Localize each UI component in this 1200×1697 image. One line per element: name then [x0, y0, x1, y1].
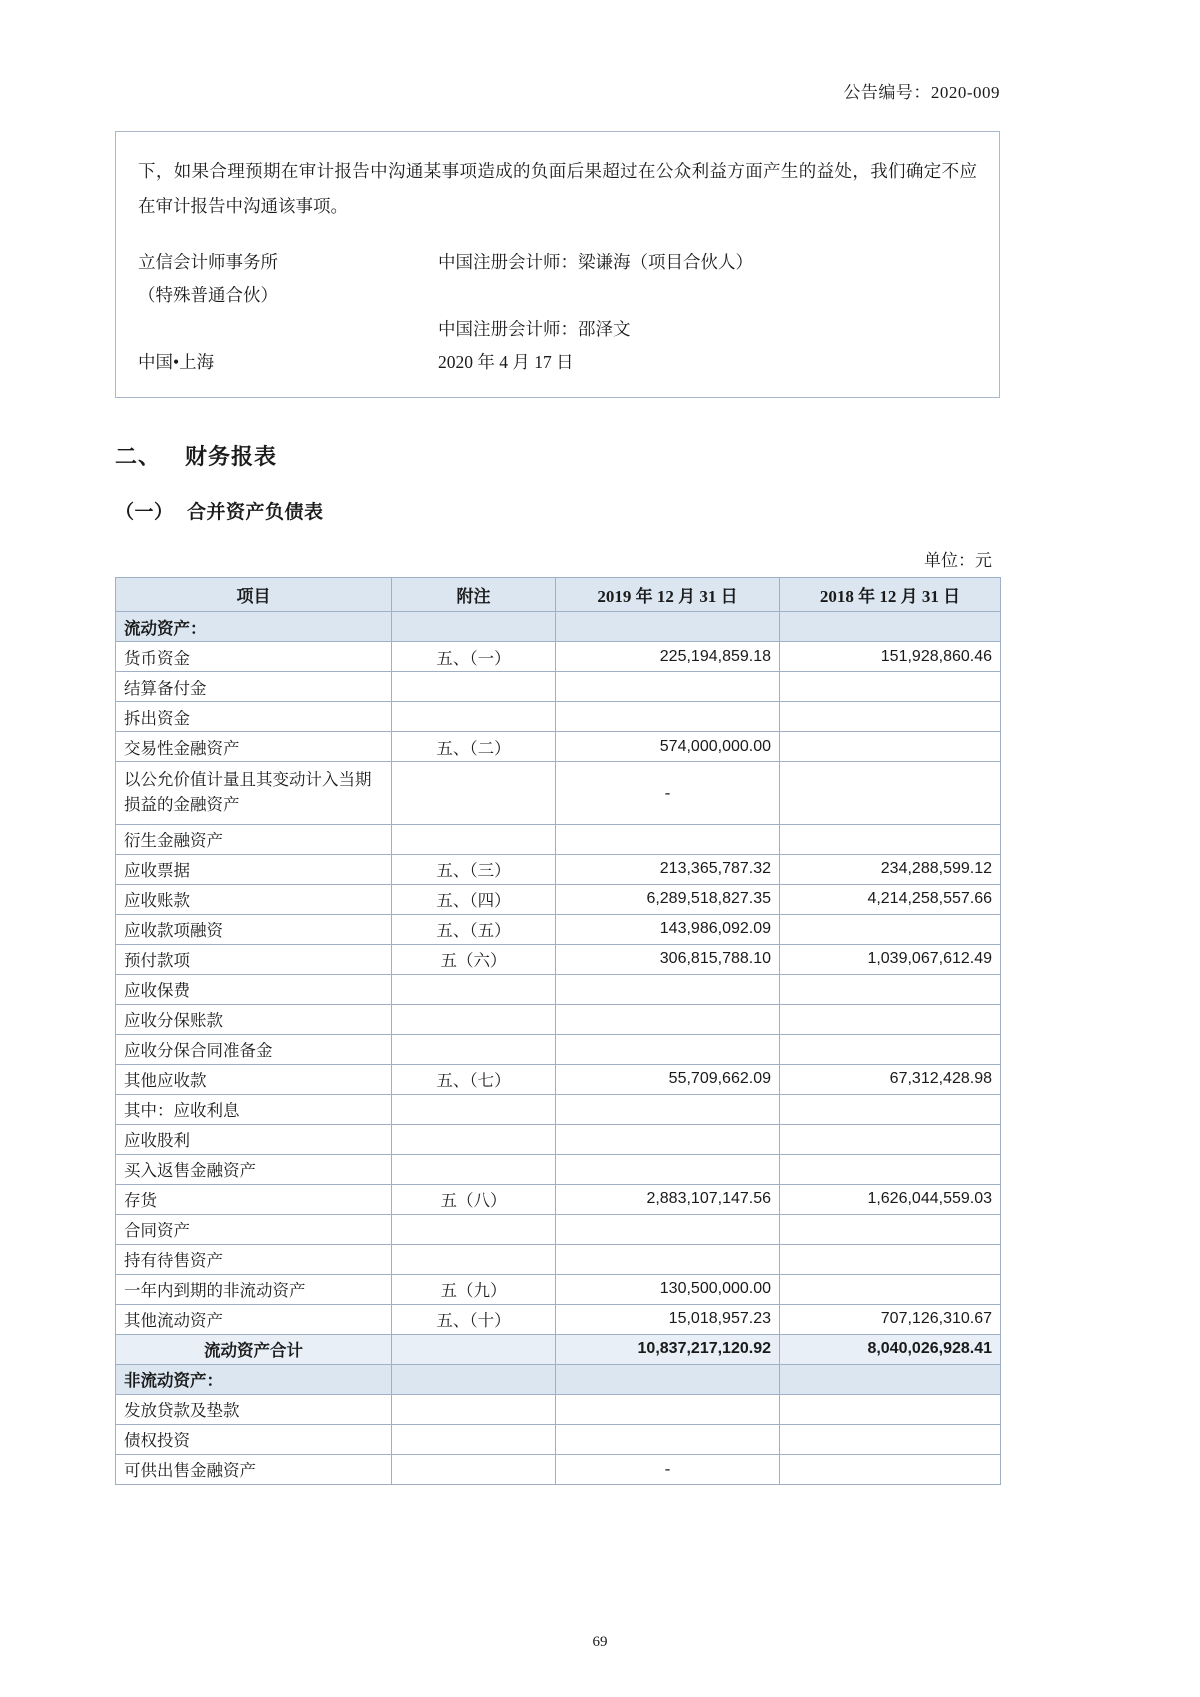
signature-row-3 — [138, 313, 977, 346]
table-row — [116, 854, 1001, 884]
row-value-2019: 55,709,662.09 — [556, 1064, 780, 1094]
table-row — [116, 1364, 1001, 1394]
table-header-row — [116, 578, 1001, 612]
subsection-heading — [115, 497, 1000, 524]
cpa-signature-2: 中国注册会计师：邵泽文 — [438, 318, 631, 339]
row-value-2019 — [556, 1004, 780, 1034]
row-item-label: 买入返售金融资产 — [116, 1154, 392, 1184]
table-row — [116, 732, 1001, 762]
row-value-2018: 67,312,428.98 — [780, 1064, 1001, 1094]
row-item-label: 其他流动资产 — [116, 1304, 392, 1334]
row-item-label: 合同资产 — [116, 1214, 392, 1244]
row-value-2019: 15,018,957.23 — [556, 1304, 780, 1334]
row-value-2018 — [780, 1394, 1001, 1424]
row-value-2018 — [780, 1004, 1001, 1034]
row-note — [392, 612, 556, 642]
row-value-2018 — [780, 1364, 1001, 1394]
row-note: 五（八） — [392, 1184, 556, 1214]
row-note — [392, 1394, 556, 1424]
table-row — [116, 1184, 1001, 1214]
page-number: 69 — [592, 1634, 608, 1650]
row-value-2018: 8,040,026,928.41 — [780, 1334, 1001, 1364]
row-item-label: 流动资产： — [116, 612, 392, 642]
section-number: 二、 — [115, 444, 162, 469]
section-title-text: 财务报表 — [185, 444, 278, 469]
row-value-2019 — [556, 1364, 780, 1394]
row-value-2018 — [780, 1424, 1001, 1454]
row-value-2018 — [780, 1154, 1001, 1184]
row-item-label: 可供出售金融资产 — [116, 1454, 392, 1484]
row-note — [392, 762, 556, 825]
row-value-2019 — [556, 1424, 780, 1454]
row-value-2019 — [556, 824, 780, 854]
row-value-2018: 1,626,044,559.03 — [780, 1184, 1001, 1214]
announcement-number: 公告编号：2020-009 — [843, 83, 1000, 102]
row-item-label: 应收分保账款 — [116, 1004, 392, 1034]
row-note — [392, 824, 556, 854]
signature-block — [138, 246, 977, 379]
row-value-2019 — [556, 1124, 780, 1154]
table-row — [116, 1094, 1001, 1124]
row-value-2018: 151,928,860.46 — [780, 642, 1001, 672]
table-row — [116, 1454, 1001, 1484]
row-value-2018 — [780, 1034, 1001, 1064]
row-value-2019: 225,194,859.18 — [556, 642, 780, 672]
table-row — [116, 914, 1001, 944]
row-value-2019 — [556, 1244, 780, 1274]
row-item-label: 应收保费 — [116, 974, 392, 1004]
row-value-2018: 234,288,599.12 — [780, 854, 1001, 884]
table-row — [116, 642, 1001, 672]
row-value-2018 — [780, 1094, 1001, 1124]
table-row — [116, 1304, 1001, 1334]
column-header-2019: 2019 年 12 月 31 日 — [556, 578, 780, 612]
table-row — [116, 1004, 1001, 1034]
column-header-item: 项目 — [116, 578, 392, 612]
row-note — [392, 1124, 556, 1154]
row-note — [392, 1364, 556, 1394]
row-item-label: 流动资产合计 — [116, 1334, 392, 1364]
signature-row-1 — [138, 246, 977, 279]
cpa-signature-1: 中国注册会计师：梁谦海（项目合伙人） — [438, 252, 753, 272]
table-row — [116, 1154, 1001, 1184]
row-value-2019 — [556, 1094, 780, 1124]
row-item-label: 发放贷款及垫款 — [116, 1394, 392, 1424]
row-note — [392, 702, 556, 732]
row-value-2019: 574,000,000.00 — [556, 732, 780, 762]
row-value-2019: 143,986,092.09 — [556, 914, 780, 944]
table-body — [116, 612, 1001, 1485]
row-note — [392, 1454, 556, 1484]
unit-label: 单位：元 — [924, 551, 992, 570]
row-value-2018: 1,039,067,612.49 — [780, 944, 1001, 974]
row-item-label: 以公允价值计量且其变动计入当期损益的金融资产 — [116, 762, 392, 825]
audit-paragraph: 下，如果合理预期在审计报告中沟通某事项造成的负面后果超过在公众利益方面产生的益处，我们确定不应在审计报告中沟通该事项。 — [138, 161, 977, 216]
row-item-label: 一年内到期的非流动资产 — [116, 1274, 392, 1304]
table-row — [116, 884, 1001, 914]
table-row — [116, 944, 1001, 974]
signature-row-2 — [138, 279, 977, 312]
audit-date: 2020 年 4 月 17 日 — [438, 351, 574, 372]
signature-row-4 — [138, 346, 977, 379]
row-note — [392, 1094, 556, 1124]
row-value-2019: - — [556, 1454, 780, 1484]
signature-spacer-2 — [138, 313, 438, 346]
row-value-2018 — [780, 762, 1001, 825]
table-row — [116, 974, 1001, 1004]
table-row — [116, 1034, 1001, 1064]
row-value-2019: 130,500,000.00 — [556, 1274, 780, 1304]
row-value-2019: - — [556, 762, 780, 825]
row-value-2018 — [780, 1454, 1001, 1484]
table-row — [116, 1244, 1001, 1274]
row-note: 五（六） — [392, 944, 556, 974]
row-note — [392, 1214, 556, 1244]
row-value-2018 — [780, 1244, 1001, 1274]
row-item-label: 应收股利 — [116, 1124, 392, 1154]
row-note: 五、（四） — [392, 884, 556, 914]
row-value-2019: 10,837,217,120.92 — [556, 1334, 780, 1364]
section-heading — [115, 440, 1000, 471]
row-note — [392, 1244, 556, 1274]
balance-sheet-table — [115, 577, 1001, 1485]
row-value-2018 — [780, 702, 1001, 732]
row-value-2019 — [556, 1214, 780, 1244]
row-item-label: 预付款项 — [116, 944, 392, 974]
row-value-2019 — [556, 974, 780, 1004]
row-item-label: 货币资金 — [116, 642, 392, 672]
column-header-2018: 2018 年 12 月 31 日 — [780, 578, 1001, 612]
row-note: 五、（十） — [392, 1304, 556, 1334]
table-row — [116, 1064, 1001, 1094]
row-note — [392, 672, 556, 702]
row-item-label: 债权投资 — [116, 1424, 392, 1454]
table-row — [116, 1394, 1001, 1424]
row-item-label: 持有待售资产 — [116, 1244, 392, 1274]
row-value-2018 — [780, 824, 1001, 854]
row-item-label: 应收分保合同准备金 — [116, 1034, 392, 1064]
row-note: 五、（七） — [392, 1064, 556, 1094]
row-note: 五、（五） — [392, 914, 556, 944]
table-row — [116, 672, 1001, 702]
row-value-2018 — [780, 1214, 1001, 1244]
table-row — [116, 1274, 1001, 1304]
row-value-2019: 6,289,518,827.35 — [556, 884, 780, 914]
row-value-2019: 306,815,788.10 — [556, 944, 780, 974]
row-value-2019 — [556, 1154, 780, 1184]
table-row — [116, 612, 1001, 642]
page-content — [115, 0, 1000, 1485]
row-note — [392, 1154, 556, 1184]
row-item-label: 其中：应收利息 — [116, 1094, 392, 1124]
row-note — [392, 1334, 556, 1364]
row-item-label: 拆出资金 — [116, 702, 392, 732]
row-value-2018: 707,126,310.67 — [780, 1304, 1001, 1334]
row-value-2018: 4,214,258,557.66 — [780, 884, 1001, 914]
row-item-label: 应收票据 — [116, 854, 392, 884]
row-note — [392, 1034, 556, 1064]
row-item-label: 存货 — [116, 1184, 392, 1214]
audit-location: 中国•上海 — [138, 351, 215, 372]
row-value-2018 — [780, 1274, 1001, 1304]
row-value-2019 — [556, 1034, 780, 1064]
row-value-2018 — [780, 1124, 1001, 1154]
table-row — [116, 1214, 1001, 1244]
row-item-label: 交易性金融资产 — [116, 732, 392, 762]
row-item-label: 其他应收款 — [116, 1064, 392, 1094]
column-header-note: 附注 — [392, 578, 556, 612]
row-value-2018 — [780, 612, 1001, 642]
row-item-label: 非流动资产： — [116, 1364, 392, 1394]
row-value-2018 — [780, 732, 1001, 762]
row-note: 五（九） — [392, 1274, 556, 1304]
table-row — [116, 1124, 1001, 1154]
row-value-2019 — [556, 1394, 780, 1424]
audit-firm-name-line1: 立信会计师事务所 — [138, 252, 278, 272]
row-note — [392, 1004, 556, 1034]
row-note: 五、（一） — [392, 642, 556, 672]
row-value-2019: 213,365,787.32 — [556, 854, 780, 884]
subsection-title-text: 合并资产负债表 — [187, 502, 324, 523]
row-value-2019: 2,883,107,147.56 — [556, 1184, 780, 1214]
table-row — [116, 1424, 1001, 1454]
row-item-label: 应收账款 — [116, 884, 392, 914]
table-row — [116, 1334, 1001, 1364]
row-value-2018 — [780, 672, 1001, 702]
row-note — [392, 974, 556, 1004]
row-note: 五、（二） — [392, 732, 556, 762]
row-item-label: 结算备付金 — [116, 672, 392, 702]
row-item-label: 衍生金融资产 — [116, 824, 392, 854]
row-note — [392, 1424, 556, 1454]
audit-firm-name-line2: （特殊普通合伙） — [138, 285, 278, 306]
row-value-2019 — [556, 672, 780, 702]
table-row — [116, 824, 1001, 854]
row-value-2018 — [780, 914, 1001, 944]
table-row — [116, 762, 1001, 825]
audit-statement-box — [115, 131, 1000, 398]
signature-spacer — [438, 279, 977, 312]
row-value-2019 — [556, 702, 780, 732]
row-value-2019 — [556, 612, 780, 642]
table-row — [116, 702, 1001, 732]
row-value-2018 — [780, 974, 1001, 1004]
row-item-label: 应收款项融资 — [116, 914, 392, 944]
subsection-number: （一） — [115, 502, 174, 523]
row-note: 五、（三） — [392, 854, 556, 884]
